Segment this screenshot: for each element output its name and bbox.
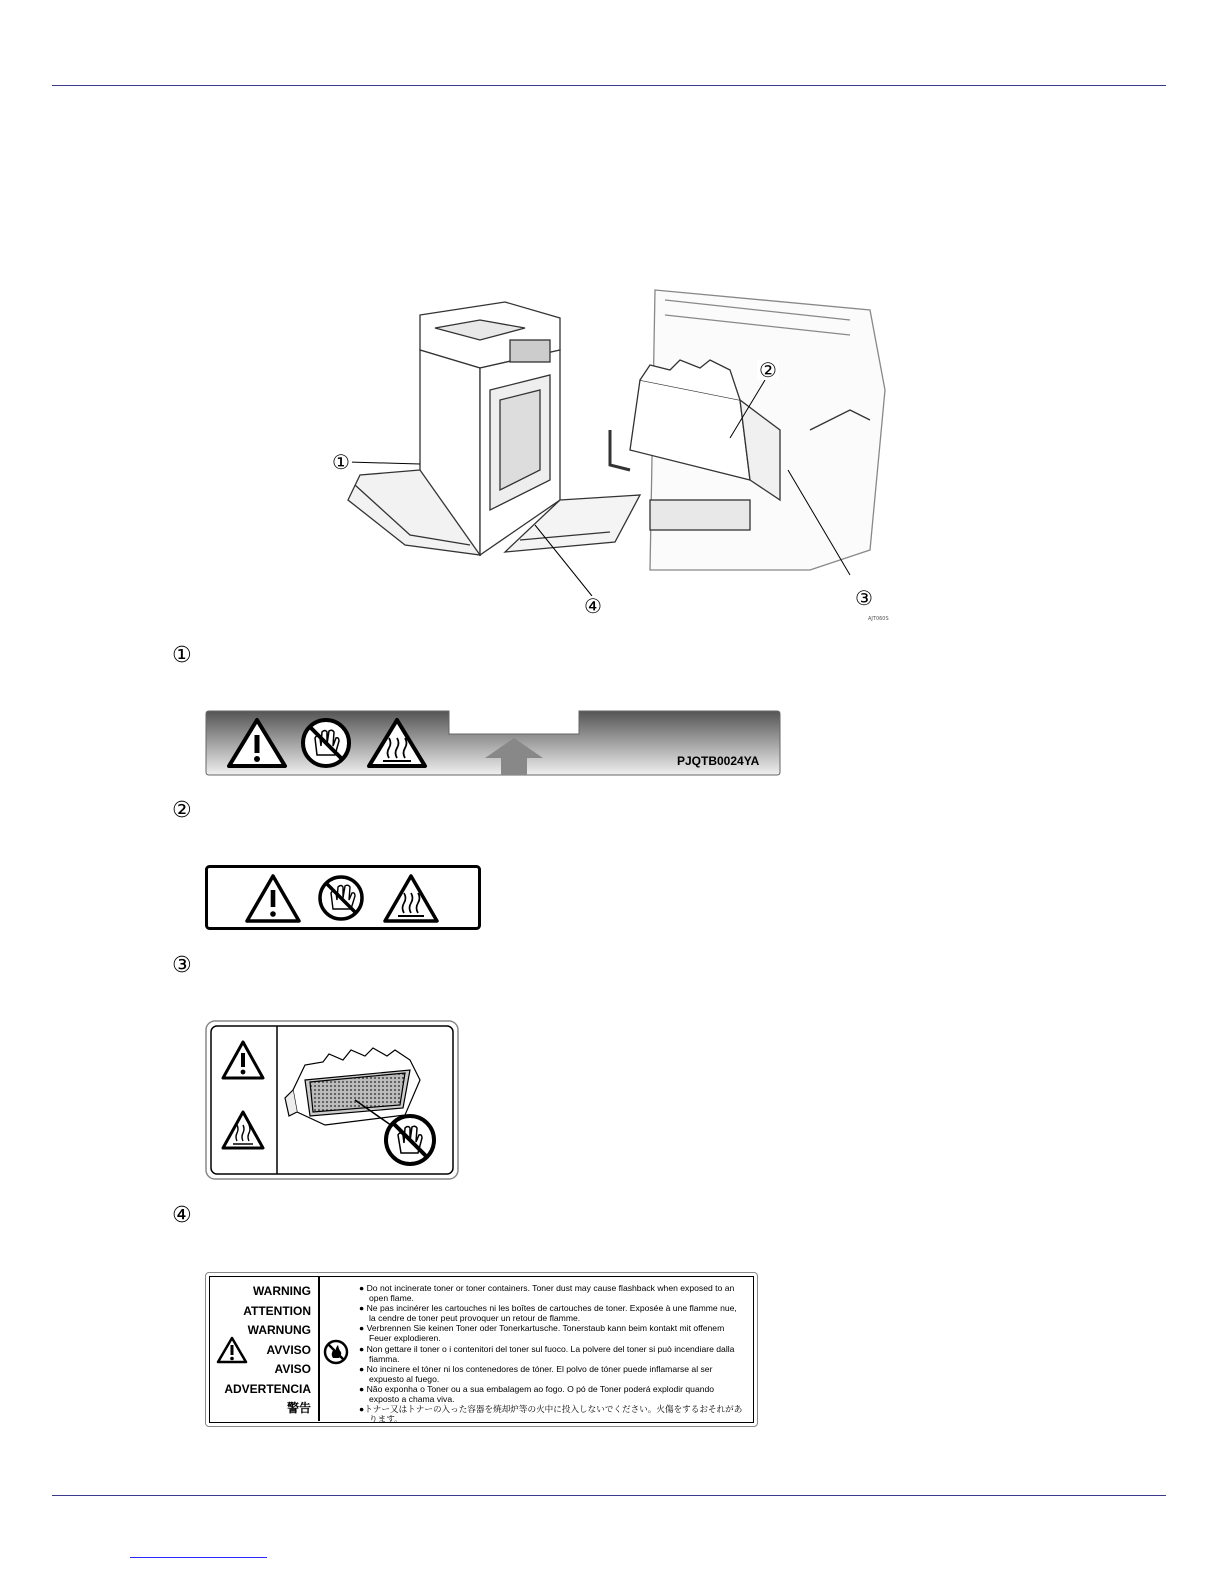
toner-label-divider bbox=[318, 1277, 320, 1421]
warning-title: WARNUNG bbox=[247, 1323, 311, 1337]
warning-title: AVVISO bbox=[266, 1342, 311, 1357]
warning-title: WARNING bbox=[253, 1284, 311, 1298]
top-rule bbox=[52, 85, 1166, 86]
no-fire-icon bbox=[323, 1339, 349, 1365]
warning-line: ● Non gettare il toner o i contenitori del toner sul fuoco. La polvere del toner si può incendiare dalla fiamma. bbox=[359, 1343, 735, 1364]
caution-label-3 bbox=[205, 1020, 459, 1180]
callout-3: ③ bbox=[855, 586, 873, 610]
warning-line: ● No incinere el tóner ni los contenedores de tóner. El polvo de tóner puede inflamarse al ser expuesto al fuego. bbox=[359, 1363, 713, 1384]
printer-figure bbox=[310, 270, 900, 630]
toner-warning-label bbox=[205, 1272, 758, 1427]
caution-label-1 bbox=[205, 710, 781, 776]
warning-triangle-icon bbox=[216, 1335, 248, 1365]
footer-link-underline[interactable] bbox=[130, 1557, 267, 1558]
item-marker-3: ③ bbox=[172, 953, 192, 978]
caution-label-2 bbox=[205, 865, 481, 930]
item-marker-2: ② bbox=[172, 798, 192, 823]
warning-line: ● Ne pas incinérer les cartouches ni les boîtes de cartouches de toner. Exposée à une flamme nue, la cendre de toner peut provoquer un retour de flamme. bbox=[359, 1303, 737, 1324]
no-touch-icon bbox=[386, 1116, 434, 1164]
figure-code: AJT060S bbox=[868, 616, 889, 622]
warning-title: AVISO bbox=[274, 1362, 311, 1376]
item-marker-1: ① bbox=[172, 643, 192, 668]
callout-1: ① bbox=[332, 450, 350, 474]
no-touch-icon bbox=[320, 877, 362, 919]
warning-line: ● Não exponha o Toner ou a sua embalagem ao fogo. O pó de Toner poderá explodir quando exposto a chama viva. bbox=[359, 1383, 715, 1405]
label-code: PJQTB0024YA bbox=[677, 754, 760, 768]
callout-2: ② bbox=[759, 358, 777, 382]
warning-title: 警告 bbox=[286, 1401, 311, 1415]
printer-illustration bbox=[310, 270, 900, 630]
callout-4: ④ bbox=[584, 594, 602, 618]
no-touch-icon bbox=[303, 720, 349, 766]
warning-title: ADVERTENCIA bbox=[224, 1381, 311, 1396]
warning-text bbox=[359, 1283, 744, 1424]
bottom-rule bbox=[52, 1495, 1166, 1496]
warning-line: ● Do not incinerate toner or toner containers. Toner dust may cause flashback when exposed to an open flame. bbox=[359, 1283, 735, 1304]
item-marker-4: ④ bbox=[172, 1203, 192, 1228]
warning-line: ●トナー又はトナーの入った容器を焼却炉等の火中に投入しないでください。火傷をするおそれがあります。 bbox=[359, 1404, 743, 1425]
warning-line: ● Verbrennen Sie keinen Toner oder Tonerkartusche. Tonerstaub kann beim kontakt mit offenem Feuer explodieren. bbox=[359, 1323, 725, 1344]
warning-title: ATTENTION bbox=[243, 1303, 311, 1318]
